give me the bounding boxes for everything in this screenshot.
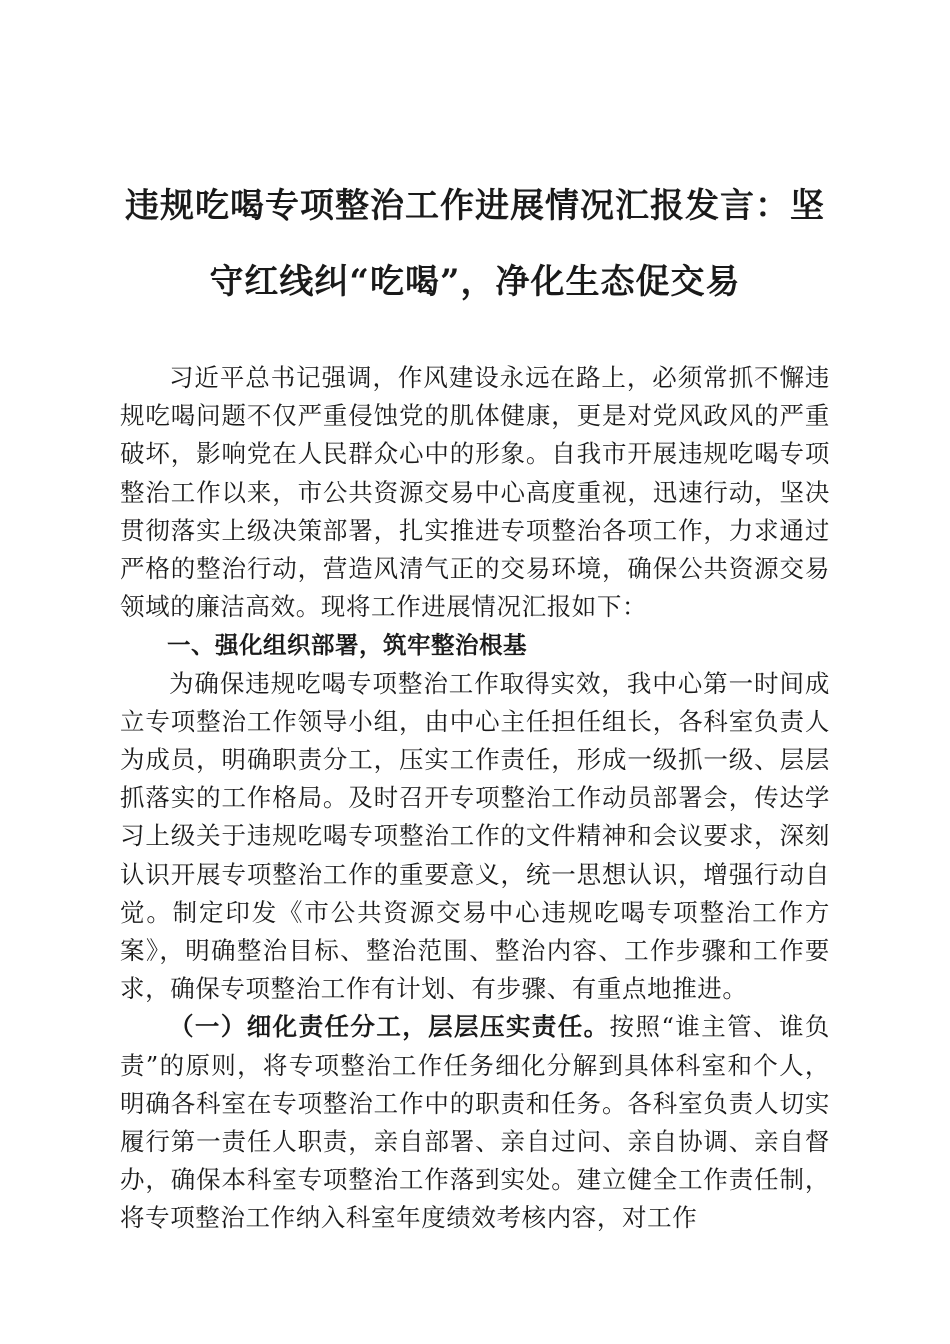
section-paragraph: 为确保违规吃喝专项整治工作取得实效，我中心第一时间成立专项整治工作领导小组，由中心主任担任组长，各科室负责人为成员，明确职责分工，压实工作责任，形成一级抓一级、层层抓落实的工作格局。及时召开专项整治工作动员部署会，传达学习上级关于违规吃喝专项整治工作的文件精神和会议要求，深刻认识开展专项整治工作的重要意义，统一思想认识，增强行动自觉。制定印发《市公共资源交易中心违规吃喝专项整治工作方案》，明确整治目标、整治范围、整治内容、工作步骤和工作要求，确保专项整治工作有计划、有步骤、有重点地推进。 [120, 668, 830, 1004]
section-heading: 一、强化组织部署，筑牢整治根基 [167, 631, 527, 660]
subsection-text: 按照“谁主管、谁负责”的原则，将专项整治工作任务细化分解到具体科室和个人，明确各科室在专项整治工作中的职责和任务。各科室负责人切实履行第一责任人职责，亲自部署、亲自过问、亲自协调、亲自督办，确保本科室专项整治工作落到实处。建立健全工作责任制，将专项整治工作纳入科室年度绩效考核内容，对工作 [120, 1012, 830, 1233]
subsection-heading: （一）细化责任分工，层层压实责任。 [169, 1012, 610, 1042]
document-body [120, 359, 830, 1238]
intro-paragraph: 习近平总书记强调，作风建设永远在路上，必须常抓不懈违规吃喝问题不仅严重侵蚀党的肌体健康，更是对党风政风的严重破坏，影响党在人民群众心中的形象。自我市开展违规吃喝专项整治工作以来，市公共资源交易中心高度重视，迅速行动，坚决贯彻落实上级决策部署，扎实推进专项整治各项工作，力求通过严格的整治行动，营造风清气正的交易环境，确保公共资源交易领域的廉洁高效。现将工作进展情况汇报如下： [120, 363, 830, 622]
document-title: 违规吃喝专项整治工作进展情况汇报发言：坚守红线纠“吃喝”，净化生态促交易 [125, 186, 825, 302]
subsection-paragraph [120, 1008, 830, 1237]
